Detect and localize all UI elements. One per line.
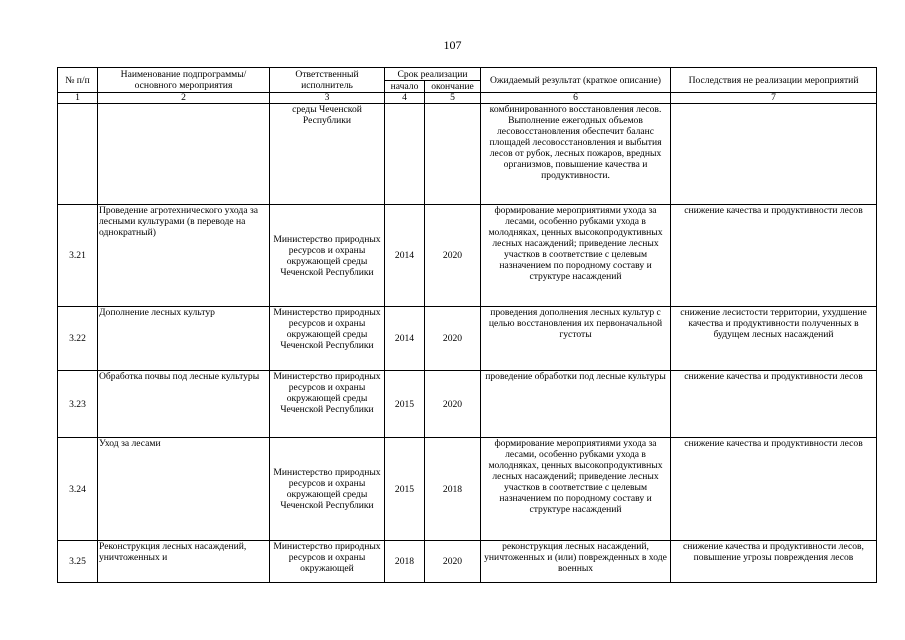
row-consequences: снижение качества и продуктивности лесов, повышение угрозы повреждения лесов bbox=[671, 541, 877, 583]
row-consequences: снижение качества и продуктивности лесов bbox=[671, 371, 877, 438]
row-start bbox=[385, 104, 425, 205]
row-name: Обработка почвы под лесные культуры bbox=[98, 371, 270, 438]
row-end bbox=[425, 104, 481, 205]
header-responsible: Ответственный исполнитель bbox=[270, 68, 385, 93]
col-number: 1 bbox=[58, 93, 98, 104]
row-result: проведение обработки под лесные культуры bbox=[481, 371, 671, 438]
row-name bbox=[98, 104, 270, 205]
col-number: 2 bbox=[98, 93, 270, 104]
measures-table bbox=[57, 67, 877, 583]
row-name: Проведение агротехнического ухода за лесными культурами (в переводе на однократный) bbox=[98, 205, 270, 307]
row-end: 2020 bbox=[425, 205, 481, 307]
row-result: комбинированного восстановления лесов. Выполнение ежегодных объемов лесовосстановления обеспечит баланс площадей лесовосстановления и выбытия лесов от рубок, лесных пожаров, вредных организмов, повышение качества и продуктивности. bbox=[481, 104, 671, 205]
row-end: 2020 bbox=[425, 541, 481, 583]
page-number: 107 bbox=[443, 38, 462, 52]
header-num: № п/п bbox=[58, 68, 98, 93]
row-consequences bbox=[671, 104, 877, 205]
table-row bbox=[58, 104, 877, 205]
row-num: 3.21 bbox=[58, 205, 98, 307]
row-responsible: Министерство природных ресурсов и охраны окружающей среды Чеченской Республики bbox=[270, 438, 385, 541]
header-start: начало bbox=[385, 81, 425, 93]
row-start: 2014 bbox=[385, 205, 425, 307]
col-number: 7 bbox=[671, 93, 877, 104]
row-name: Уход за лесами bbox=[98, 438, 270, 541]
table-row bbox=[58, 438, 877, 541]
row-result: формирование мероприятиями ухода за лесами, особенно рубками ухода в молодняках, ценных высокопродуктивных лесных насаждений; приведение лесных участков в соответствие с целевым назначением по породному составу и структуре насаждений bbox=[481, 205, 671, 307]
col-number: 4 bbox=[385, 93, 425, 104]
row-end: 2020 bbox=[425, 371, 481, 438]
row-result: проведения дополнения лесных культур с целью восстановления их первоначальной густоты bbox=[481, 307, 671, 371]
row-num bbox=[58, 104, 98, 205]
row-end: 2020 bbox=[425, 307, 481, 371]
header-consequences: Последствия не реализации мероприятий bbox=[671, 68, 877, 93]
col-number: 5 bbox=[425, 93, 481, 104]
table-row bbox=[58, 371, 877, 438]
row-result: формирование мероприятиями ухода за лесами, особенно рубками ухода в молодняках, ценных высокопродуктивных лесных насаждений; приведение лесных участков в соответствие с целевым назначением по породному составу и структуре насаждений bbox=[481, 438, 671, 541]
row-num: 3.24 bbox=[58, 438, 98, 541]
row-num: 3.23 bbox=[58, 371, 98, 438]
row-num: 3.22 bbox=[58, 307, 98, 371]
col-number: 6 bbox=[481, 93, 671, 104]
row-start: 2015 bbox=[385, 371, 425, 438]
row-num: 3.25 bbox=[58, 541, 98, 583]
row-responsible: Министерство природных ресурсов и охраны окружающей среды Чеченской Республики bbox=[270, 371, 385, 438]
row-start: 2015 bbox=[385, 438, 425, 541]
col-number: 3 bbox=[270, 93, 385, 104]
row-responsible: среды Чеченской Республики bbox=[270, 104, 385, 205]
row-start: 2018 bbox=[385, 541, 425, 583]
header-result: Ожидаемый результат (краткое описание) bbox=[481, 68, 671, 93]
row-responsible: Министерство природных ресурсов и охраны окружающей bbox=[270, 541, 385, 583]
row-name: Реконструкция лесных насаждений, уничтоженных и bbox=[98, 541, 270, 583]
header-period: Срок реализации bbox=[385, 68, 481, 81]
table-row bbox=[58, 541, 877, 583]
table-row bbox=[58, 307, 877, 371]
row-start: 2014 bbox=[385, 307, 425, 371]
row-consequences: снижение качества и продуктивности лесов bbox=[671, 205, 877, 307]
row-name: Дополнение лесных культур bbox=[98, 307, 270, 371]
table-row bbox=[58, 205, 877, 307]
header-name: Наименование подпрограммы/ основного мероприятия bbox=[98, 68, 270, 93]
row-consequences: снижение качества и продуктивности лесов bbox=[671, 438, 877, 541]
row-end: 2018 bbox=[425, 438, 481, 541]
header-end: окончание bbox=[425, 81, 481, 93]
row-responsible: Министерство природных ресурсов и охраны окружающей среды Чеченской Республики bbox=[270, 307, 385, 371]
row-result: реконструкция лесных насаждений, уничтоженных и (или) поврежденных в ходе военных bbox=[481, 541, 671, 583]
row-consequences: снижение лесистости территории, ухудшение качества и продуктивности полученных в будущем лесных насаждений bbox=[671, 307, 877, 371]
row-responsible: Министерство природных ресурсов и охраны окружающей среды Чеченской Республики bbox=[270, 205, 385, 307]
